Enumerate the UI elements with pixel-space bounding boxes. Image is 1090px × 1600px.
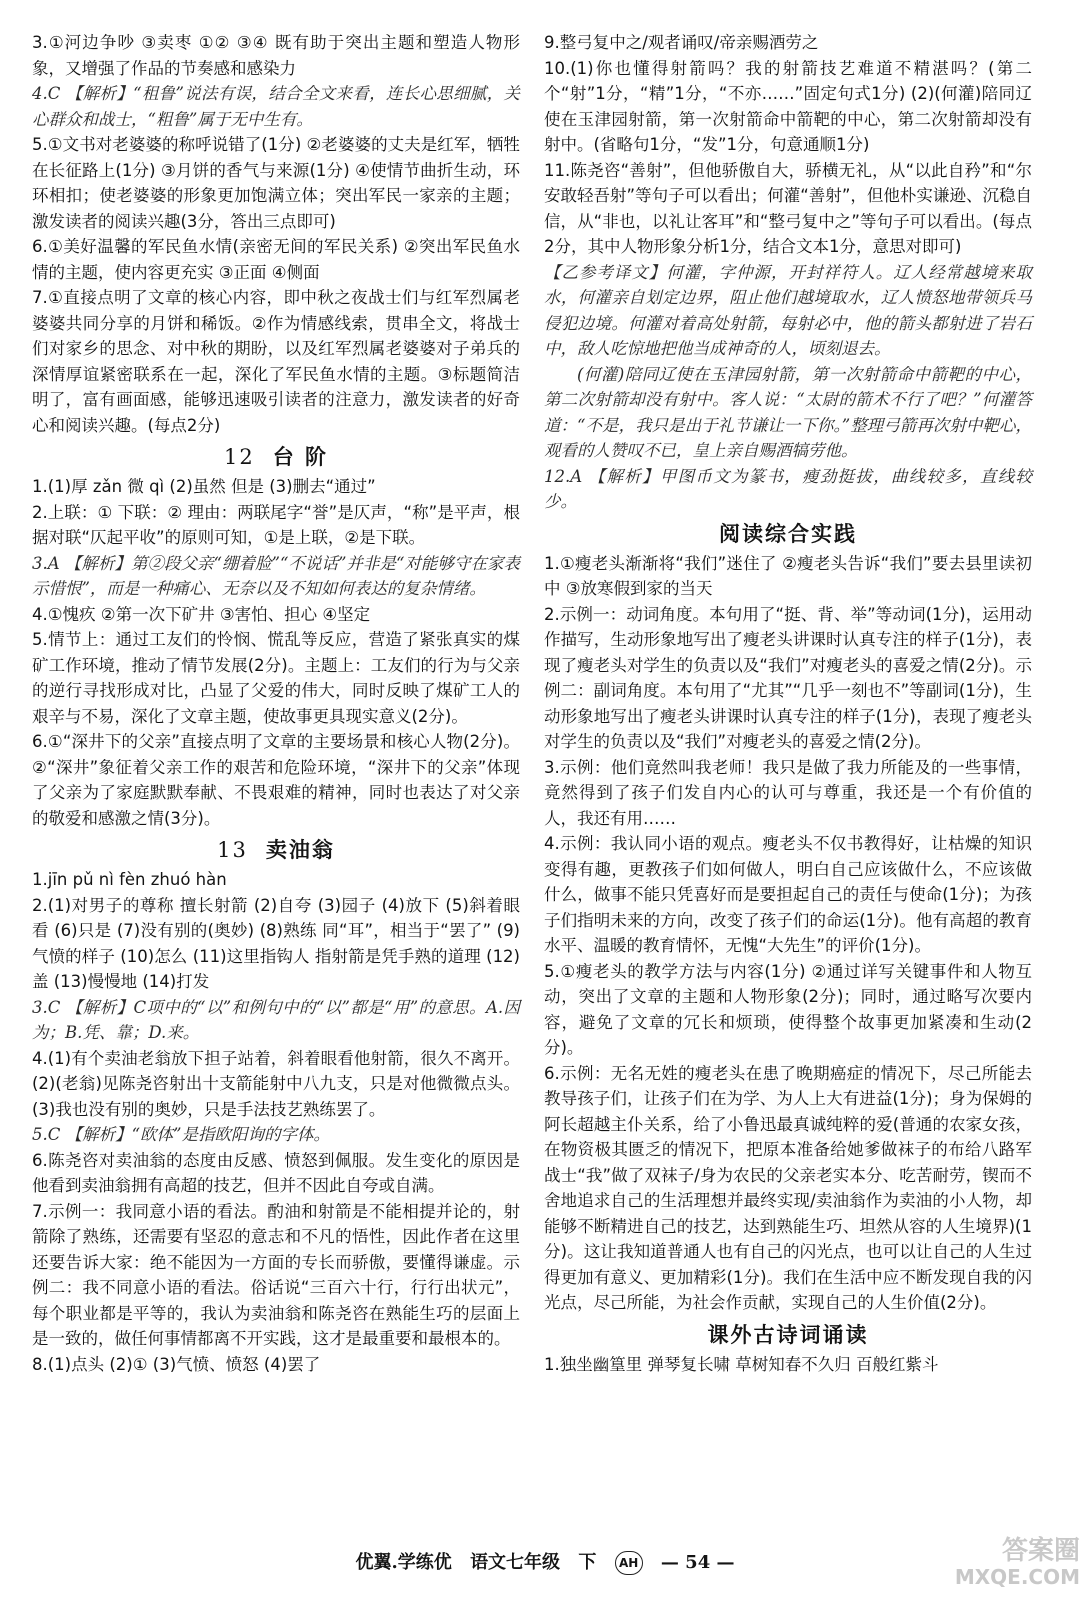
answer-item: 3.示例：他们竟然叫我老师！我只是做了我力所能及的一些事情，竟然得到了孩子们发自内心的认可与尊重，我还是一个有价值的人，我还有用…… [544, 757, 1032, 828]
page-number: — 54 — [660, 1552, 735, 1573]
section-heading [32, 440, 520, 474]
answer-item: 11.陈尧咨“善射”，但他骄傲自大，骄横无礼，从“以此自矜”和“尔安敢轻吾射”等句子可以看出；何灌“善射”，但他朴实谦逊、沉稳自信，从“非也，以礼让客耳”和“整弓复中之”等句子可以看出。(每点2分，其中人物形象分析1分，结合文本1分，意思对即可) [544, 160, 1032, 256]
answer-item: 2.(1)对男子的尊称 擅长射箭 (2)自夸 (3)园子 (4)放下 (5)斜着眼看 (6)只是 (7)没有别的(奥妙) (8)熟练 同“耳”，相当于“罢了” (9)气愤的样子 (10)怎么 (11)这里指钩人 指射箭是凭手熟的道理 (12)盖 (13)慢慢地 (14)打发 [32, 895, 520, 991]
answer-item: 6.①美好温馨的军民鱼水情(亲密无间的军民关系) ②突出军民鱼水情的主题，使内容更充实 ③正面 ④侧面 [32, 237, 520, 282]
answer-item: 1.①瘦老头渐渐将“我们”迷住了 ②瘦老头告诉“我们”要去县里读初中 ③放寒假到家的当天 [544, 553, 1032, 598]
answer-item: 7.示例一：我同意小语的看法。酌油和射箭是不能相提并论的，射箭除了熟练，还需要有坚忍的意志和不凡的悟性，因此作者在这里还要告诉大家：绝不能因为一方面的专长而骄傲，要懂得谦虚。示例二：我不同意小语的看法。俗话说“三百六十行，行行出状元”，每个职业都是平等的，我认为卖油翁和陈尧咨在熟能生巧的层面上是一致的，做任何事情都离不开实践，这才是最重要和最根本的。 [32, 1201, 520, 1348]
answer-item: 6.陈尧咨对卖油翁的态度由反感、愤怒到佩服。发生变化的原因是他看到卖油翁拥有高超的技艺，但并不因此自夸或自满。 [32, 1150, 520, 1195]
section-heading [32, 833, 520, 867]
answer-item: 6.示例：无名无姓的瘦老头在患了晚期癌症的情况下，尽己所能去教导孩子们，让孩子们在为学、为人上大有进益(1分)；身为保姆的阿长超越主仆关系，给了小鲁迅最真诚纯粹的爱(普通的农家女孩，在物资极其匮乏的情况下，把原本准备给她爹做袜子的布给八路军战士“我”做了双袜子/身为农民的父亲老实本分、吃苦耐劳，锲而不舍地追求自己的生活理想并最终实现/卖油翁作为卖油的小人物，却能够不断精进自己的技艺，达到熟能生巧、坦然从容的人生境界)(1分)。这让我知道普通人也有自己的闪光点，也可以让自己的人生过得更加有意义、更加精彩(1分)。我们在生活中应不断发现自我的闪光点，尽己所能，为社会作贡献，实现自己的人生价值(2分)。 [544, 1063, 1032, 1312]
answer-item: 9.整弓复中之/观者诵叹/帝亲赐酒劳之 [544, 33, 819, 52]
right-column [544, 30, 1032, 1377]
watermark-line1: 答案圈 [1001, 1536, 1080, 1566]
section-title: 台 阶 [272, 444, 329, 469]
answer-item: 2.上联：① 下联：② 理由：两联尾字“誉”是仄声，“称”是平声，根据对联“仄起平收”的原则可知，①是上联，②是下联。 [32, 502, 520, 547]
answer-item: 【乙参考译文】何灌，字仲源，开封祥符人。辽人经常越境来取水，何灌亲自划定边界，阻止他们越境取水，辽人愤怒地带领兵马侵犯边境。何灌对着高处射箭，每射必中，他的箭头都射进了岩石中，敌人吃惊地把他当成神奇的人，顷刻退去。 [544, 262, 1032, 358]
answer-item: 4.C 【解析】“租鲁”说法有误，结合全文来看，连长心思细腻，关心群众和战士，“粗鲁”属于无中生有。 [32, 84, 520, 129]
section-title: 卖油翁 [265, 837, 335, 862]
section-heading [544, 1318, 1032, 1352]
answer-item: 4.(1)有个卖油老翁放下担子站着，斜着眼看他射箭，很久不离开。(2)(老翁)见陈尧咨射出十支箭能射中八九支，只是对他微微点头。(3)我也没有别的奥妙，只是手法技艺熟练罢了。 [32, 1048, 520, 1119]
watermark-logo [910, 1538, 1080, 1592]
answer-item: 5.①文书对老婆婆的称呼说错了(1分) ②老婆婆的丈夫是红军，牺牲在长征路上(1分) ③月饼的香气与来源(1分) ④使情节曲折生动，环环相扣；使老婆婆的形象更加饱满立体；突出军民一家亲的主题；激发读者的阅读兴趣(3分，答出三点即可) [32, 135, 520, 231]
answer-item: 4.示例：我认同小语的观点。瘦老头不仅书教得好，让枯燥的知识变得有趣，更教孩子们如何做人，明白自己应该做什么，不应该做什么，做事不能只凭喜好而是要担起自己的责任与使命(1分)；为孩子们指明未来的方向，改变了孩子们的命运(1分)。他有高超的教育水平、温暖的教育情怀，无愧“大先生”的评价(1分)。 [544, 834, 1032, 955]
answer-item: (何灌)陪同辽使在玉津园射箭，第一次射箭命中箭靶的中心，第二次射箭却没有射中。客人说：“太尉的箭术不行了吧？”何灌答道：“不是，我只是出于礼节谦让一下你。”整理弓箭再次射中靶心，观看的人赞叹不已，皇上亲自赐酒犒劳他。 [544, 364, 1032, 460]
answer-item: 3.A 【解析】第②段父亲“绷着脸”“不说话”并非是“对能够守在家表示惜恨”，而是一种痛心、无奈以及不知如何表达的复杂情绪。 [32, 553, 520, 598]
answer-item: 1.jīn pǔ nì fèn zhuó hàn [32, 870, 227, 889]
answer-item: 5.情节上：通过工友们的怜悯、慌乱等反应，营造了紧张真实的煤矿工作环境，推动了情节发展(2分)。主题上：工友们的行为与父亲的逆行寻找形成对比，凸显了父爱的伟大，同时反映了煤矿工人的艰辛与不易，深化了文章主题，使故事更具现实意义(2分)。 [32, 630, 520, 726]
answer-item: 3.C 【解析】C项中的“以”和例句中的“以”都是“用”的意思。A.因为；B.凭、靠；D.来。 [32, 997, 520, 1042]
answer-item: 2.示例一：动词角度。本句用了“挺、背、举”等动词(1分)，运用动作描写，生动形象地写出了瘦老头讲课时认真专注的样子(1分)，表现了瘦老头对学生的负责以及“我们”对瘦老头的喜爱之情(2分)。示例二：副词角度。本句用了“尤其”“几乎一刻也不”等副词(1分)，生动形象地写出了瘦老头讲课时认真专注的样子(1分)，表现了瘦老头对学生的负责以及“我们”对瘦老头的喜爱之情(2分)。 [544, 604, 1032, 751]
footer-subject: 语文七年级 [470, 1552, 561, 1573]
section-title: 课外古诗词诵读 [707, 1321, 869, 1347]
answer-item: 7.①直接点明了文章的核心内容，即中秋之夜战士们与红军烈属老婆婆共同分享的月饼和稀饭。②作为情感线索，贯串全文，将战士们对家乡的思念、对中秋的期盼，以及红军烈属老婆婆对子弟兵的深情厚谊紧密联系在一起，深化了军民鱼水情的主题。③标题简洁明了，富有画面感，能够迅速吸引读者的注意力，激发读者的好奇心和阅读兴趣。(每点2分) [32, 288, 520, 435]
answer-item: 5.①瘦老头的教学方法与内容(1分) ②通过详写关键事件和人物互动，突出了文章的主题和人物形象(2分)；同时，通过略写次要内容，避免了文章的冗长和烦琐，使得整个故事更加紧凑和生动(2分)。 [544, 961, 1032, 1057]
answer-item: 1.(1)厚 zǎn 微 qì (2)虽然 但是 (3)删去“通过” [32, 477, 376, 496]
watermark-line2: MXQE.COM [954, 1565, 1080, 1589]
edition-badge: AH [615, 1551, 643, 1575]
left-column [32, 30, 520, 1377]
section-number: 12 [223, 445, 255, 469]
section-heading [544, 517, 1032, 551]
footer-brand: 优翼.学练优 [355, 1552, 452, 1573]
answer-item: 10.(1)你也懂得射箭吗？我的射箭技艺难道不精湛吗？(第二个“射”1分，“精”1分，“不亦……”固定句式1分) (2)(何灌)陪同辽使在玉津园射箭，第一次射箭命中箭靶的中心，第二次射箭却没有射中。(省略句1分，“发”1分，句意通顺1分) [544, 58, 1032, 154]
answer-item: 6.①“深井下的父亲”直接点明了文章的主要场景和核心人物(2分)。②“深井”象征着父亲工作的艰苦和危险环境，“深井下的父亲”体现了父亲为了家庭默默奉献、不畏艰难的精神，同时也表达了对父亲的敬爱和感激之情(3分)。 [32, 732, 520, 828]
section-number: 13 [217, 838, 248, 862]
answer-item: 12.A 【解析】甲图币文为篆书，瘦劲挺拔，曲线较多，直线较少。 [544, 466, 1032, 511]
section-title: 阅读综合实践 [719, 520, 857, 546]
answer-item: 5.C 【解析】“欧体”是指欧阳询的字体。 [32, 1125, 330, 1144]
answer-item: 8.(1)点头 (2)① (3)气愤、愤怒 (4)罢了 [32, 1354, 321, 1374]
footer-volume: 下 [578, 1552, 597, 1573]
answer-item: 1.独坐幽篁里 弹琴复长啸 草树知春不久归 百般红紫斗 [544, 1354, 939, 1374]
answer-item: 3.①河边争吵 ③卖枣 ①② ③④ 既有助于突出主题和塑造人物形象，又增强了作品的节奏感和感染力 [32, 33, 520, 78]
answer-item: 4.①愧疚 ②第一次下矿井 ③害怕、担心 ④坚定 [32, 604, 371, 624]
